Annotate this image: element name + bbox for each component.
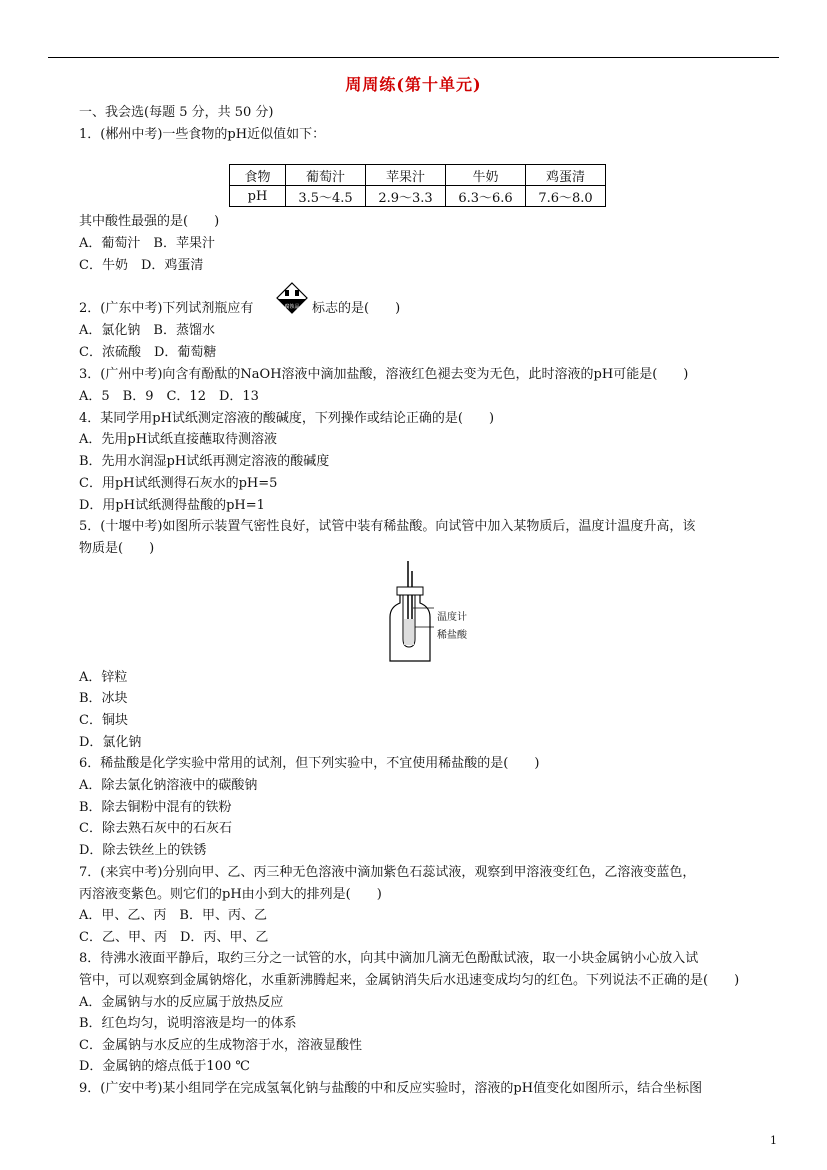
question-8-option-c: C．金属钠与水反应的生成物溶于水，溶液显酸性 — [79, 1038, 362, 1053]
page-title: 周周练(第十单元) — [345, 75, 482, 94]
table-cell: 食物 — [230, 165, 286, 186]
question-7-stem-line2: 丙溶液变紫色。则它们的pH由小到大的排列是( ) — [79, 887, 382, 902]
question-1-options-ab: A．葡萄汁 B．苹果汁 — [79, 236, 215, 251]
question-4-option-d: D．用pH试纸测得盐酸的pH=1 — [79, 498, 265, 513]
table-cell: 葡萄汁 — [286, 165, 366, 186]
question-5-option-d: D．氯化钠 — [79, 735, 142, 750]
table-cell: 2.9～3.3 — [366, 186, 446, 207]
section-heading: 一、我会选(每题 5 分，共 50 分) — [79, 105, 274, 120]
question-4-option-c: C．用pH试纸测得石灰水的pH=5 — [79, 476, 278, 491]
question-5-stem-line1: 5．(十堰中考)如图所示装置气密性良好，试管中装有稀盐酸。向试管中加入某物质后，温度计温度升高，该 — [79, 519, 696, 534]
question-7-options-ab: A．甲、乙、丙 B．甲、丙、乙 — [79, 908, 267, 923]
question-5-option-c: C．铜块 — [79, 713, 128, 728]
question-6-option-b: B．除去铜粉中混有的铁粉 — [79, 800, 232, 815]
svg-text:腐蚀品: 腐蚀品 — [284, 304, 300, 310]
label-dilute-hcl: 稀盐酸 — [437, 630, 467, 641]
question-4-option-a: A．先用pH试纸直接蘸取待测溶液 — [79, 432, 278, 447]
question-8-option-b: B．红色均匀，说明溶液是均一的体系 — [79, 1016, 297, 1031]
question-1-after: 其中酸性最强的是( ) — [79, 214, 220, 229]
question-2-stem-a: 2．(广东中考)下列试剂瓶应有 — [79, 301, 254, 316]
question-6-stem: 6．稀盐酸是化学实验中常用的试剂，但下列实验中，不宜使用稀盐酸的是( ) — [79, 756, 540, 771]
question-9-stem: 9．(广安中考)某小组同学在完成氢氧化钠与盐酸的中和反应实验时，溶液的pH值变化如图所示，结合坐标图 — [79, 1081, 703, 1096]
question-2-options-ab: A．氯化钠 B．蒸馏水 — [79, 323, 215, 338]
table-cell: 牛奶 — [446, 165, 526, 186]
ph-table — [229, 164, 606, 207]
question-7-options-cd: C．乙、甲、丙 D．丙、甲、乙 — [79, 930, 269, 945]
table-cell: 3.5～4.5 — [286, 186, 366, 207]
table-cell: 7.6～8.0 — [526, 186, 606, 207]
question-6-option-c: C．除去熟石灰中的石灰石 — [79, 821, 232, 836]
question-5-option-a: A．锌粒 — [79, 670, 128, 685]
table-cell: 苹果汁 — [366, 165, 446, 186]
question-6-option-d: D．除去铁丝上的铁锈 — [79, 843, 207, 858]
table-header-row — [230, 165, 606, 186]
question-3-stem: 3．(广州中考)向含有酚酞的NaOH溶液中滴加盐酸，溶液红色褪去变为无色，此时溶液的pH可能是( ) — [79, 367, 689, 382]
table-cell: pH — [230, 186, 286, 207]
table-cell: 6.3～6.6 — [446, 186, 526, 207]
question-7-stem-line1: 7．(来宾中考)分别向甲、乙、丙三种无色溶液中滴加紫色石蕊试液，观察到甲溶液变红色，乙溶液变蓝色， — [79, 865, 696, 880]
question-1-stem: 1．(郴州中考)一些食物的pH近似值如下： — [79, 127, 326, 142]
question-2-stem-b: 标志的是( ) — [312, 301, 401, 316]
question-8-option-d: D．金属钠的熔点低于100 ℃ — [79, 1059, 250, 1074]
question-6-option-a: A．除去氯化钠溶液中的碳酸钠 — [79, 778, 258, 793]
question-5-option-b: B．冰块 — [79, 691, 128, 706]
question-8-option-a: A．金属钠与水的反应属于放热反应 — [79, 995, 284, 1010]
question-3-options: A．5 B．9 C．12 D．13 — [79, 389, 259, 404]
label-thermometer: 温度计 — [437, 612, 467, 623]
page-number: 1 — [770, 1134, 777, 1147]
header-rule — [48, 57, 779, 58]
question-5-stem-line2: 物质是( ) — [79, 541, 155, 556]
table-cell: 鸡蛋清 — [526, 165, 606, 186]
question-4-stem: 4．某同学用pH试纸测定溶液的酸碱度，下列操作或结论正确的是( ) — [79, 411, 495, 426]
question-2-options-cd: C．浓硫酸 D．葡萄糖 — [79, 345, 217, 360]
question-8-stem-line2: 管中，可以观察到金属钠熔化，水重新沸腾起来，金属钠消失后水迅速变成均匀的红色。下列说法不正确的是( ) — [79, 973, 740, 988]
corrosive-hazard-icon — [276, 282, 308, 314]
question-1-options-cd: C．牛奶 D．鸡蛋清 — [79, 258, 204, 273]
question-4-option-b: B．先用水润湿pH试纸再测定溶液的酸碱度 — [79, 454, 330, 469]
question-8-stem-line1: 8．待沸水液面平静后，取约三分之一试管的水，向其中滴加几滴无色酚酞试液，取一小块金属钠小心放入试 — [79, 951, 699, 966]
table-row — [230, 186, 606, 207]
